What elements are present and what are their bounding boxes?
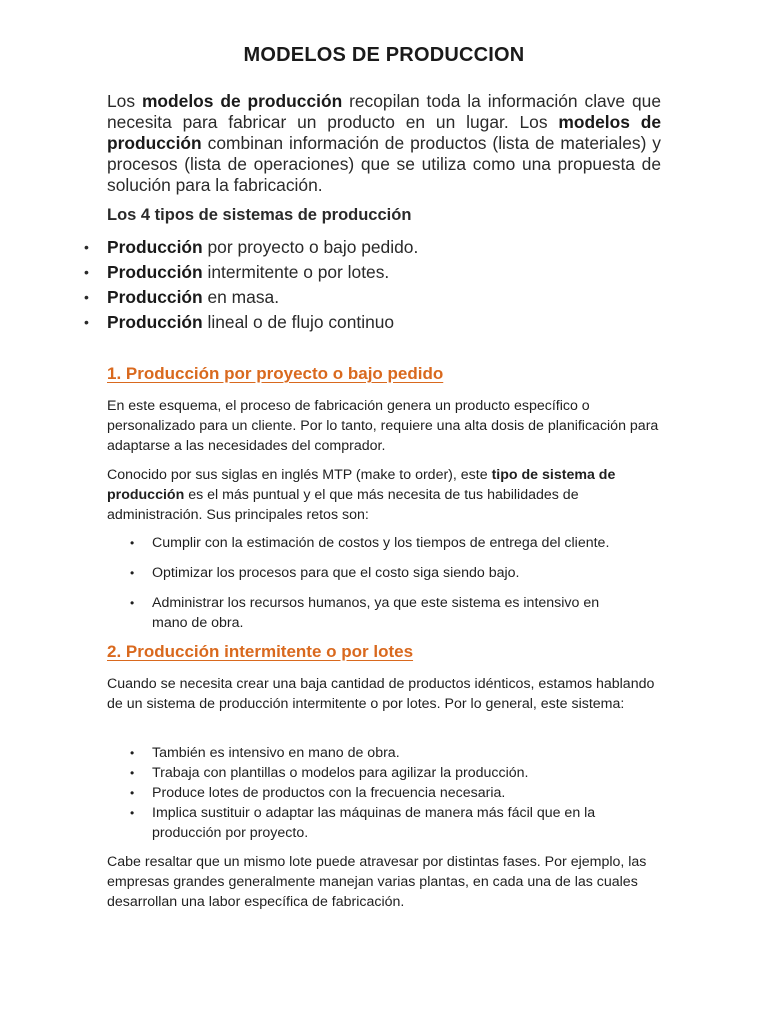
list-item [0, 803, 652, 843]
section2-heading: 2. Producción intermitente o por lotes [107, 642, 414, 661]
bullet-icon: • [130, 786, 135, 800]
bullet-icon: • [84, 314, 89, 330]
bullet-icon: • [130, 746, 135, 760]
list-item [0, 533, 652, 553]
bullet-icon: • [130, 806, 135, 820]
intro-text: recopilan toda la información clave que necesita para fabricar un producto en un lugar. Los [107, 91, 661, 132]
item-text: También es intensivo en mano de obra. [152, 745, 400, 761]
item-text: lineal o de flujo continuo [202, 312, 395, 332]
bullet-icon: • [84, 239, 89, 255]
section2-paragraph-1: Cuando se necesita crear una baja cantidad de productos idénticos, estamos hablando de un sistema de producción intermitente o por lotes. Por lo general, este sistema: [107, 676, 655, 712]
section1-paragraph-1: En este esquema, el proceso de fabricación genera un producto específico o personalizado para un cliente. Por lo tanto, requiere una alta dosis de planificación para adaptarse a las necesidades del comprador. [107, 398, 659, 454]
section1-heading: 1. Producción por proyecto o bajo pedido [107, 364, 444, 383]
types-heading: Los 4 tipos de sistemas de producción [107, 206, 412, 224]
item-text: por proyecto o bajo pedido. [202, 237, 419, 257]
item-text: Implica sustituir o adaptar las máquinas de manera más fácil que en la producción por proyecto. [152, 805, 596, 841]
section1-challenges-list [0, 533, 652, 633]
bullet-icon: • [84, 289, 89, 305]
item-text: Administrar los recursos humanos, ya que este sistema es intensivo en mano de obra. [152, 595, 600, 631]
bullet-icon: • [130, 536, 135, 550]
list-item [0, 763, 652, 783]
item-bold: Producción [107, 287, 203, 307]
intro-text: combinan información de productos (lista de materiales) y procesos (lista de operaciones) que se utiliza como una propuesta de solución para la fabricación. [107, 133, 661, 195]
bullet-icon: • [84, 264, 89, 280]
item-bold: Producción [107, 312, 203, 332]
bullet-icon: • [130, 596, 135, 610]
item-text: Trabaja con plantillas o modelos para agilizar la producción. [152, 765, 529, 781]
item-text: Cumplir con la estimación de costos y los tiempos de entrega del cliente. [152, 535, 610, 551]
item-text: Produce lotes de productos con la frecuencia necesaria. [152, 785, 506, 801]
item-text: intermitente o por lotes. [202, 262, 390, 282]
section2-paragraph-2: Cabe resaltar que un mismo lote puede atravesar por distintas fases. Por ejemplo, las empresas grandes generalmente manejan varias plantas, en cada una de las cuales desarrollan una labor específica de fabricación. [107, 854, 647, 910]
intro-bold: modelos de producción [107, 112, 661, 153]
section2-features-list [0, 743, 652, 843]
para-bold: tipo de sistema de producción [107, 467, 616, 503]
item-text: Optimizar los procesos para que el costo siga siendo bajo. [152, 565, 520, 581]
intro-bold: modelos de producción [141, 91, 343, 111]
page-title: MODELOS DE PRODUCCION [243, 44, 525, 66]
list-item [0, 783, 652, 803]
bullet-icon: • [130, 566, 135, 580]
section1-paragraph-2 [107, 465, 667, 525]
para-text: Conocido por sus siglas en inglés MTP (make to order), este [107, 467, 492, 483]
intro-paragraph [107, 91, 661, 196]
item-bold: Producción [107, 237, 203, 257]
list-item [0, 563, 652, 583]
para-text: es el más puntual y el que más necesita de tus habilidades de administración. Sus principales retos son: [107, 487, 579, 523]
list-item [0, 743, 652, 763]
bullet-icon: • [130, 766, 135, 780]
list-item [0, 593, 652, 633]
item-text: en masa. [202, 287, 280, 307]
intro-text: Los [107, 91, 142, 111]
item-bold: Producción [107, 262, 203, 282]
